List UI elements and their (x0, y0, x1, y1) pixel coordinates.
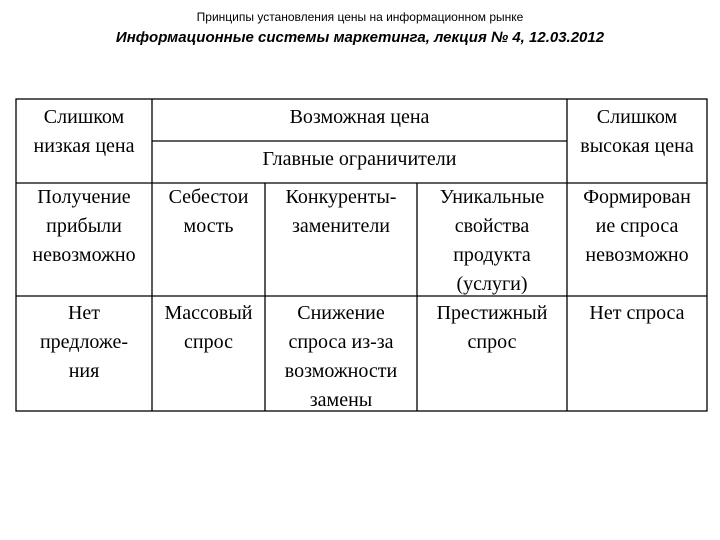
row1-cell-5: Формирован ие спроса невозможно (583, 186, 691, 266)
row2-cell-5: Нет спроса (589, 302, 685, 324)
header-cell-possible-price: Возможная цена (289, 106, 430, 128)
slide-title: Информационные системы маркетинга, лекция № 4, 12.03.2012 (115, 29, 605, 46)
header-cell-too-high: Слишком высокая цена (580, 106, 694, 157)
row1-cell-3: Конкуренты- заменители (285, 186, 397, 237)
row1-cell-1: Получение прибыли невозможно (32, 186, 136, 266)
header-cell-main-limits: Главные ограничители (262, 148, 457, 170)
row2-cell-3: Снижение спроса из-за возможности замены (284, 302, 398, 411)
header-cell-too-low: Слишком низкая цена (33, 106, 135, 157)
row2-cell-1: Нет предложе- ния (39, 302, 129, 382)
row1-cell-4: Уникальные свойства продукта (услуги) (439, 186, 545, 295)
row2-cell-4: Престижный спрос (436, 302, 548, 353)
slide-subtitle: Принципы установления цены на информационном рынке (196, 10, 524, 24)
row2-cell-2: Массовый спрос (164, 302, 253, 353)
row1-cell-2: Себестои мость (168, 186, 249, 237)
